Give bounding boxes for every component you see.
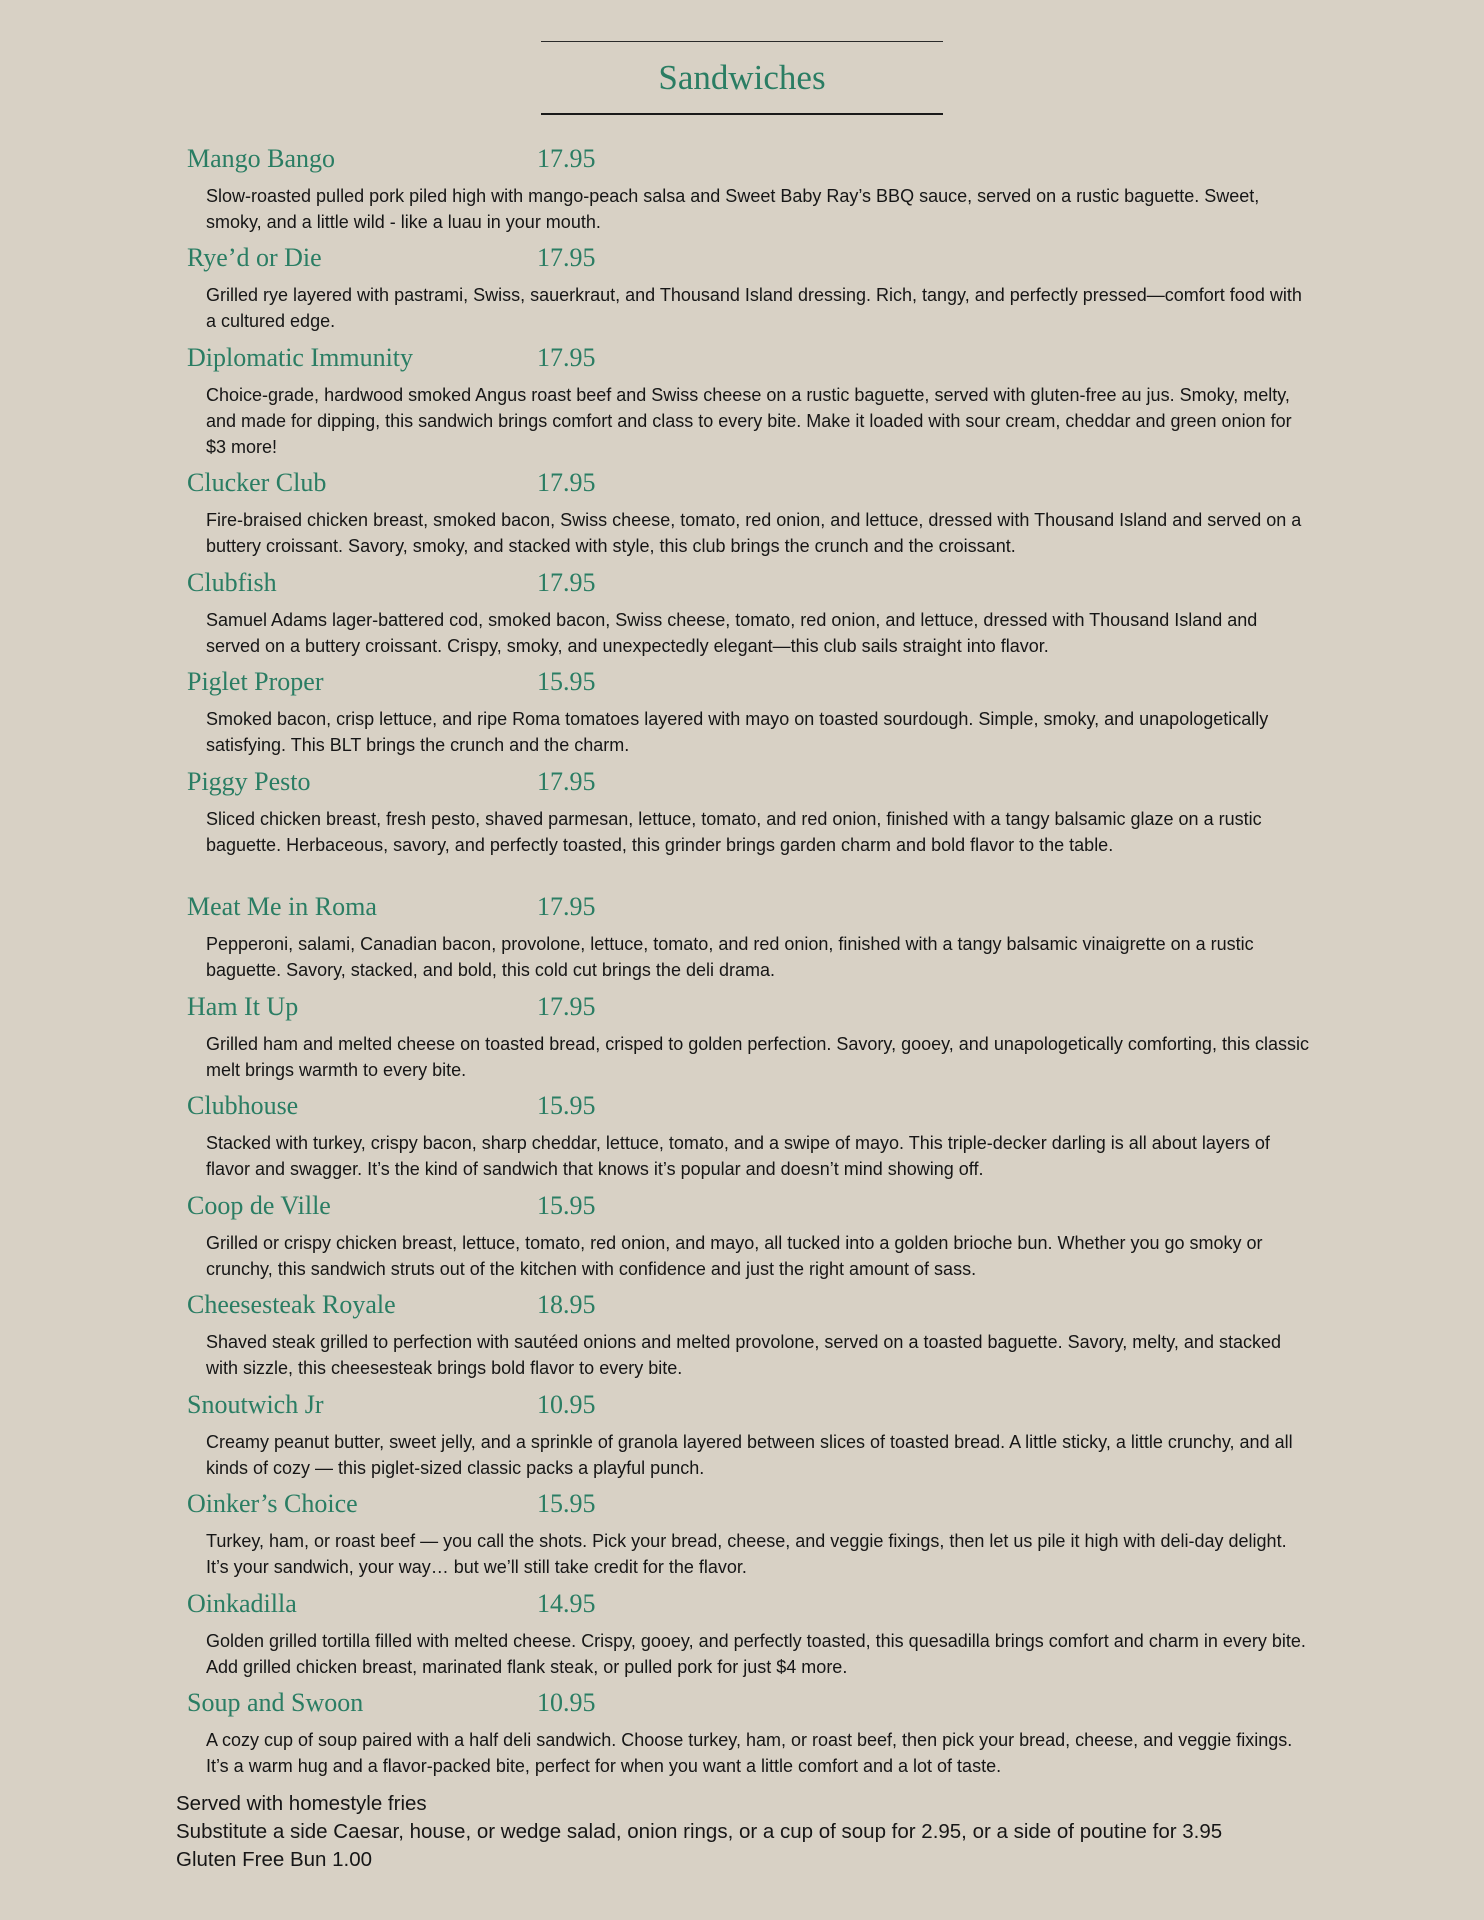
menu-footer-notes xyxy=(176,1790,1276,1874)
menu-item-price: 17.95 xyxy=(537,892,596,921)
menu-item-price: 14.95 xyxy=(537,1589,596,1618)
menu-item-name: Oinkadilla xyxy=(187,1589,297,1618)
header-rule-top xyxy=(541,41,943,42)
menu-item-name: Soup and Swoon xyxy=(187,1688,364,1717)
menu-item-description: Shaved steak grilled to perfection with sautéed onions and melted provolone, served on a toasted baguette. Savory, melty, and stacked with sizzle, this cheesesteak brings bold flavor to every bite. xyxy=(206,1332,1281,1378)
menu-item-price: 15.95 xyxy=(537,1091,596,1120)
header-rule-bottom xyxy=(541,113,943,115)
menu-item-description: Golden grilled tortilla filled with melted cheese. Crispy, gooey, and perfectly toasted, this quesadilla brings comfort and charm in every bite. Add grilled chicken breast, marinated flank steak, or pulled pork for just $4 more. xyxy=(206,1631,1306,1677)
menu-item-price: 17.95 xyxy=(537,144,596,173)
menu-item-name: Meat Me in Roma xyxy=(187,892,377,921)
menu-item-name: Cheesesteak Royale xyxy=(187,1290,396,1319)
menu-item-price: 18.95 xyxy=(537,1290,596,1319)
menu-item-description: Slow-roasted pulled pork piled high with mango-peach salsa and Sweet Baby Ray’s BBQ sauce, served on a rustic baguette. Sweet, smoky, and a little wild - like a luau in your mouth. xyxy=(206,186,1260,232)
menu-item-description: Choice-grade, hardwood smoked Angus roast beef and Swiss cheese on a rustic baguette, served with gluten-free au jus. Smoky, melty, and made for dipping, this sandwich brings comfort and class to every bite. Make it loaded with sour cream, cheddar and green onion for $3 more! xyxy=(206,385,1292,457)
menu-item-name: Piggy Pesto xyxy=(187,767,311,796)
menu-item-price: 15.95 xyxy=(537,1191,596,1220)
menu-item-price: 17.95 xyxy=(537,468,596,497)
menu-item-description: Fire-braised chicken breast, smoked bacon, Swiss cheese, tomato, red onion, and lettuce, dressed with Thousand Island and served on a buttery croissant. Savory, smoky, and stacked with style, this club brings the crunch and the croissant. xyxy=(206,510,1302,556)
menu-item-description: A cozy cup of soup paired with a half deli sandwich. Choose turkey, ham, or roast beef, then pick your bread, cheese, and veggie fixings. It’s a warm hug and a flavor-packed bite, perfect for when you want a little comfort and a lot of taste. xyxy=(206,1730,1293,1776)
menu-item-price: 17.95 xyxy=(537,343,596,372)
sides-note: Served with homestyle fries xyxy=(176,1792,427,1815)
menu-item-description: Samuel Adams lager-battered cod, smoked bacon, Swiss cheese, tomato, red onion, and lettuce, dressed with Thousand Island and served on a buttery croissant. Crispy, smoky, and unexpectedly elegant—this club sails straight into flavor. xyxy=(206,610,1258,656)
menu-item-description: Grilled ham and melted cheese on toasted bread, crisped to golden perfection. Savory, gooey, and unapologetically comforting, this classic melt brings warmth to every bite. xyxy=(206,1034,1309,1080)
menu-item-name: Clubfish xyxy=(187,568,277,597)
menu-item-description: Pepperoni, salami, Canadian bacon, provolone, lettuce, tomato, and red onion, finished with a tangy balsamic vinaigrette on a rustic baguette. Savory, stacked, and bold, this cold cut brings the deli drama. xyxy=(206,934,1254,980)
menu-item-name: Rye’d or Die xyxy=(187,243,322,272)
menu-item-price: 17.95 xyxy=(537,568,596,597)
menu-item-description: Turkey, ham, or roast beef — you call the shots. Pick your bread, cheese, and veggie fixings, then let us pile it high with deli-day delight. It’s your sandwich, your way… but we’ll still take credit for the flavor. xyxy=(206,1531,1287,1577)
gluten-free-note: Gluten Free Bun 1.00 xyxy=(176,1848,373,1871)
menu-item-price: 15.95 xyxy=(537,667,596,696)
menu-item-price: 17.95 xyxy=(537,767,596,796)
menu-item-description: Creamy peanut butter, sweet jelly, and a sprinkle of granola layered between slices of toasted bread. A little sticky, a little crunchy, and all kinds of cozy — this piglet-sized classic packs a playful punch. xyxy=(206,1432,1293,1478)
menu-item-price: 10.95 xyxy=(537,1390,596,1419)
menu-item-name: Clucker Club xyxy=(187,468,327,497)
menu-item-description: Smoked bacon, crisp lettuce, and ripe Roma tomatoes layered with mayo on toasted sourdough. Simple, smoky, and unapologetically satisfying. This BLT brings the crunch and the charm. xyxy=(206,709,1269,755)
menu-item-description: Grilled rye layered with pastrami, Swiss, sauerkraut, and Thousand Island dressing. Rich, tangy, and perfectly pressed—comfort food with a cultured edge. xyxy=(206,285,1302,331)
menu-item-price: 10.95 xyxy=(537,1688,596,1717)
menu-item-name: Ham It Up xyxy=(187,992,299,1021)
menu-item-name: Piglet Proper xyxy=(187,667,324,696)
menu-item-price: 17.95 xyxy=(537,243,596,272)
menu-item-name: Coop de Ville xyxy=(187,1191,331,1220)
menu-item-description: Stacked with turkey, crispy bacon, sharp cheddar, lettuce, tomato, and a swipe of mayo. This triple-decker darling is all about layers of flavor and swagger. It’s the kind of sandwich that knows it’s popular and doesn’t mind showing off. xyxy=(206,1133,1270,1179)
menu-item-name: Oinker’s Choice xyxy=(187,1489,358,1518)
section-header xyxy=(541,41,943,116)
menu-item-price: 17.95 xyxy=(537,992,596,1021)
substitute-note: Substitute a side Caesar, house, or wedge salad, onion rings, or a cup of soup for 2.95, or a side of poutine for 3.95 xyxy=(176,1820,1223,1843)
menu-item-name: Snoutwich Jr xyxy=(187,1390,324,1419)
menu-item-name: Diplomatic Immunity xyxy=(187,343,414,372)
menu-item-price: 15.95 xyxy=(537,1489,596,1518)
menu-item-name: Mango Bango xyxy=(187,144,336,173)
menu-item-name: Clubhouse xyxy=(187,1091,299,1120)
menu-item-description: Grilled or crispy chicken breast, lettuce, tomato, red onion, and mayo, all tucked into a golden brioche bun. Whether you go smoky or crunchy, this sandwich struts out of the kitchen with confidence and just the right amount of sass. xyxy=(206,1233,1263,1279)
section-title: Sandwiches xyxy=(658,58,826,97)
menu-item-description: Sliced chicken breast, fresh pesto, shaved parmesan, lettuce, tomato, and red onion, finished with a tangy balsamic glaze on a rustic baguette. Herbaceous, savory, and perfectly toasted, this grinder brings garden charm and bold flavor to the table. xyxy=(206,809,1262,855)
